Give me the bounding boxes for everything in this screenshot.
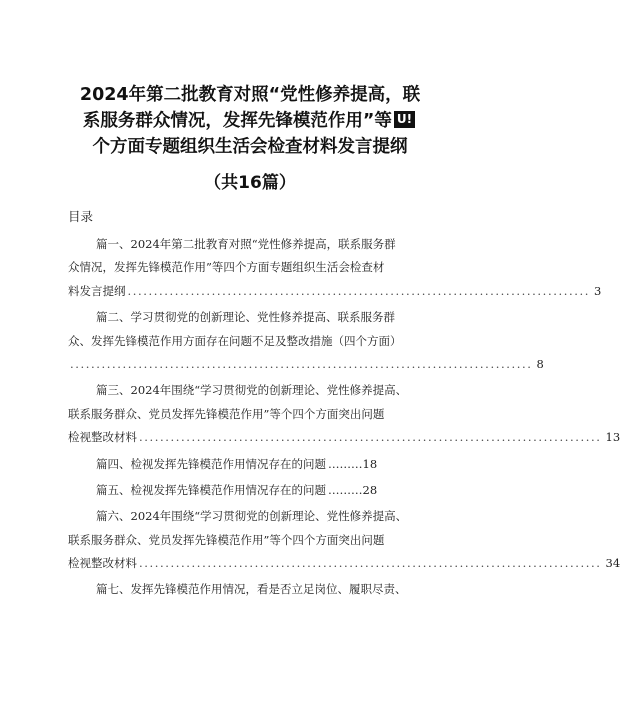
title-line-2 <box>40 108 460 134</box>
toc-entry[interactable] <box>68 479 436 502</box>
toc-entry-line <box>68 529 436 552</box>
toc-page-number: 18 <box>362 456 378 471</box>
toc-leader: ........................................................................................ <box>139 556 602 571</box>
toc-entry-line <box>68 552 620 575</box>
toc-entry[interactable] <box>68 379 620 449</box>
toc-entry-line <box>68 453 436 476</box>
title-line-3: 个方面专题组织生活会检查材料发言提纲 <box>92 137 408 157</box>
toc-leader: ........................................................................................ <box>127 283 590 298</box>
toc-page-number: 34 <box>605 556 620 571</box>
toc-entry-line <box>68 280 602 303</box>
title-line-1: 2024年第二批教育对照“党性修养提高，联 <box>79 85 421 105</box>
toc-entry-text: 篇三、2024年围绕“学习贯彻党的创新理论、党性修养提高、 <box>96 383 408 398</box>
toc-entry-line <box>68 330 436 353</box>
toc-entry-text: 联系服务群众、党员发挥先锋模范作用”等个四个方面突出问题 <box>68 532 385 547</box>
toc-entry-title: 篇五、检视发挥先锋模范作用情况存在的问题 <box>96 482 326 497</box>
toc-entry[interactable] <box>68 453 436 476</box>
toc-entry[interactable] <box>68 233 602 303</box>
toc-entry[interactable] <box>68 578 436 601</box>
badge-icon: U! <box>394 111 415 128</box>
toc-entry-line <box>68 505 436 528</box>
toc-entry-text: 篇一、2024年第二批教育对照“党性修养提高，联系服务群 <box>96 237 396 251</box>
toc-entry-line <box>68 479 436 502</box>
toc-heading: 目录 <box>68 209 94 224</box>
title-line-2-text: 系服务群众情况，发挥先锋模范作用”等 <box>82 111 392 131</box>
toc-leader: ……… <box>328 456 363 471</box>
toc-page-number: 13 <box>605 430 620 445</box>
toc-leader: ……… <box>328 482 363 497</box>
toc-leader: ........................................................................................ <box>139 430 602 445</box>
toc-leader: ........................................................................................ <box>70 356 533 371</box>
toc-entry-text: 篇七、发挥先锋模范作用情况，看是否立足岗位、履职尽责、 <box>96 582 407 597</box>
table-of-contents <box>68 233 620 605</box>
toc-entry-text: 检视整改材料 <box>68 556 137 571</box>
document-title <box>40 82 460 160</box>
toc-page-number: 28 <box>362 482 378 497</box>
toc-entry-line <box>68 403 436 426</box>
toc-entry-line <box>68 353 544 376</box>
toc-entry-line <box>68 578 436 601</box>
toc-entry-text: 众、发挥先锋模范作用方面存在问题不足及整改措施（四个方面） <box>68 333 402 348</box>
toc-page-number: 8 <box>536 356 544 371</box>
toc-entry-line <box>68 306 436 329</box>
toc-entry-text: 众情况，发挥先锋模范作用”等四个方面专题组织生活会检查材 <box>68 260 385 275</box>
toc-entry[interactable] <box>68 306 544 376</box>
toc-entry-line <box>68 256 436 279</box>
toc-entry-text: 料发言提纲 <box>68 283 126 298</box>
toc-entry-line <box>68 233 436 256</box>
toc-entry-text: 篇二、学习贯彻党的创新理论、党性修养提高、联系服务群 <box>96 310 395 325</box>
toc-entry-line <box>68 426 620 449</box>
toc-entry-text: 检视整改材料 <box>68 430 137 445</box>
toc-entry-title: 篇四、检视发挥先锋模范作用情况存在的问题 <box>96 456 326 471</box>
document-subtitle: （共16篇） <box>204 173 296 193</box>
toc-entry-text: 联系服务群众、党员发挥先锋模范作用”等个四个方面突出问题 <box>68 406 385 421</box>
toc-page-number: 3 <box>594 283 602 298</box>
toc-entry[interactable] <box>68 505 620 575</box>
toc-entry-line <box>68 379 436 402</box>
toc-entry-text: 篇六、2024年围绕“学习贯彻党的创新理论、党性修养提高、 <box>96 509 408 524</box>
